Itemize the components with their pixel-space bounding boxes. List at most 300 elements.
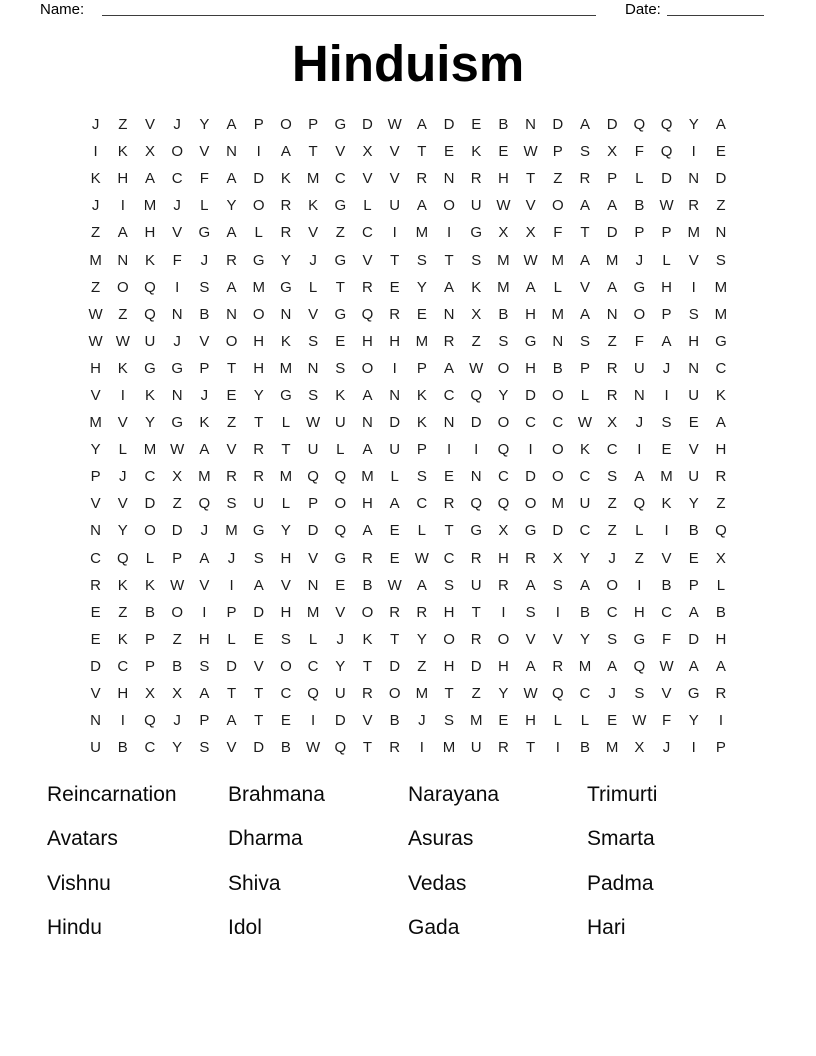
- grid-letter-r12-c24: A: [715, 414, 726, 432]
- grid-letter-r19-c21: H: [633, 603, 645, 621]
- grid-letter-r2-c21: F: [634, 143, 644, 161]
- grid-letter-r12-c1: M: [89, 414, 102, 432]
- grid-letter-r12-c15: D: [470, 414, 482, 432]
- grid-letter-r23-c11: V: [362, 712, 373, 730]
- grid-letter-r14-c12: L: [390, 468, 399, 486]
- grid-letter-r6-c19: A: [579, 251, 590, 269]
- grid-letter-r17-c2: Q: [116, 549, 129, 567]
- grid-letter-r1-c9: P: [308, 116, 319, 134]
- grid-letter-r21-c3: P: [144, 657, 155, 675]
- grid-letter-r24-c19: B: [579, 739, 590, 757]
- grid-letter-r5-c13: M: [415, 224, 429, 242]
- grid-letter-r1-c20: D: [606, 116, 618, 134]
- grid-letter-r6-c18: M: [551, 251, 565, 269]
- grid-letter-r11-c18: O: [551, 386, 564, 404]
- grid-letter-r2-c4: O: [171, 143, 183, 161]
- grid-letter-r8-c14: N: [443, 305, 455, 323]
- grid-letter-r14-c16: C: [497, 468, 509, 486]
- grid-letter-r8-c9: V: [308, 305, 319, 323]
- word-list-item-avatars: Avatars: [47, 827, 118, 851]
- grid-letter-r17-c20: J: [608, 549, 616, 567]
- grid-letter-r20-c23: D: [688, 630, 700, 648]
- grid-letter-r22-c7: T: [254, 685, 264, 703]
- grid-letter-r15-c10: O: [334, 495, 347, 513]
- grid-letter-r10-c7: H: [253, 359, 265, 377]
- grid-letter-r17-c5: A: [199, 549, 210, 567]
- grid-letter-r14-c15: N: [470, 468, 482, 486]
- grid-letter-r22-c15: Z: [471, 685, 481, 703]
- grid-letter-r24-c4: Y: [172, 739, 183, 757]
- grid-letter-r24-c16: R: [497, 739, 509, 757]
- grid-letter-r15-c4: Z: [172, 495, 182, 513]
- grid-letter-r23-c17: H: [525, 712, 537, 730]
- grid-letter-r7-c5: S: [199, 278, 210, 296]
- grid-letter-r12-c23: E: [688, 414, 699, 432]
- grid-letter-r11-c15: Q: [470, 386, 483, 404]
- grid-letter-r3-c15: R: [470, 170, 482, 188]
- grid-letter-r22-c5: A: [199, 685, 210, 703]
- grid-letter-r5-c19: T: [580, 224, 590, 242]
- grid-letter-r20-c8: S: [280, 630, 291, 648]
- grid-letter-r8-c7: O: [252, 305, 265, 323]
- grid-letter-r21-c12: D: [389, 657, 401, 675]
- grid-letter-r24-c12: R: [389, 739, 401, 757]
- grid-letter-r19-c6: P: [226, 603, 237, 621]
- date-blank-line[interactable]: [667, 0, 764, 16]
- grid-letter-r11-c9: S: [308, 386, 319, 404]
- grid-letter-r16-c18: D: [552, 522, 564, 540]
- grid-letter-r10-c17: H: [525, 359, 537, 377]
- grid-letter-r7-c18: L: [553, 278, 562, 296]
- word-list-item-reincarnation: Reincarnation: [47, 783, 177, 806]
- grid-letter-r11-c6: E: [226, 386, 237, 404]
- grid-letter-r11-c20: R: [606, 386, 618, 404]
- grid-letter-r11-c1: V: [90, 386, 101, 404]
- grid-letter-r3-c13: R: [416, 170, 428, 188]
- grid-letter-r9-c21: F: [634, 332, 644, 350]
- grid-letter-r1-c4: J: [173, 116, 181, 134]
- grid-letter-r13-c15: I: [474, 441, 479, 459]
- grid-letter-r23-c5: P: [199, 712, 210, 730]
- grid-letter-r10-c13: P: [416, 359, 427, 377]
- grid-letter-r19-c4: O: [171, 603, 183, 621]
- grid-letter-r4-c5: L: [200, 197, 209, 215]
- grid-letter-r19-c19: B: [579, 603, 590, 621]
- grid-letter-r7-c4: I: [175, 278, 180, 296]
- grid-letter-r7-c8: G: [280, 278, 292, 296]
- grid-letter-r18-c12: W: [387, 576, 402, 594]
- grid-letter-r15-c23: Y: [688, 495, 699, 513]
- grid-letter-r22-c14: T: [444, 685, 454, 703]
- grid-letter-r4-c14: O: [443, 197, 455, 215]
- grid-letter-r24-c18: I: [555, 739, 560, 757]
- grid-letter-r14-c19: C: [579, 468, 591, 486]
- word-list-item-vedas: Vedas: [408, 871, 467, 895]
- grid-letter-r13-c10: L: [336, 441, 345, 459]
- grid-letter-r14-c3: C: [144, 468, 156, 486]
- grid-letter-r15-c18: M: [551, 495, 565, 513]
- grid-letter-r4-c6: Y: [226, 197, 237, 215]
- grid-letter-r15-c6: S: [226, 495, 237, 513]
- grid-letter-r16-c1: N: [90, 522, 102, 540]
- grid-letter-r7-c20: A: [607, 278, 618, 296]
- grid-letter-r13-c17: I: [528, 441, 533, 459]
- grid-letter-r8-c13: E: [416, 305, 427, 323]
- name-label: Name:: [40, 1, 85, 18]
- grid-letter-r20-c10: J: [336, 630, 345, 648]
- word-list-item-padma: Padma: [587, 871, 654, 895]
- grid-letter-r5-c17: X: [525, 224, 536, 242]
- grid-letter-r5-c2: A: [117, 224, 128, 242]
- grid-letter-r23-c3: Q: [144, 712, 156, 730]
- grid-letter-r10-c19: P: [579, 359, 590, 377]
- grid-letter-r21-c8: O: [280, 657, 292, 675]
- grid-letter-r20-c15: R: [470, 630, 482, 648]
- grid-letter-r23-c16: E: [498, 712, 509, 730]
- grid-letter-r7-c23: I: [691, 278, 696, 296]
- grid-letter-r12-c5: K: [199, 414, 210, 432]
- grid-letter-r17-c23: E: [688, 549, 699, 567]
- grid-letter-r7-c7: M: [252, 278, 265, 296]
- grid-letter-r11-c4: N: [171, 386, 183, 404]
- grid-letter-r13-c16: Q: [497, 441, 510, 459]
- grid-letter-r18-c17: A: [525, 576, 536, 594]
- grid-letter-r2-c16: E: [498, 143, 509, 161]
- grid-letter-r24-c9: W: [306, 739, 321, 757]
- grid-letter-r8-c16: B: [498, 305, 509, 323]
- grid-letter-r7-c12: E: [389, 278, 400, 296]
- grid-letter-r22-c21: S: [634, 685, 645, 703]
- grid-letter-r13-c9: U: [307, 441, 319, 459]
- grid-letter-r3-c24: D: [715, 170, 727, 188]
- grid-letter-r4-c12: U: [389, 197, 401, 215]
- grid-letter-r6-c12: T: [390, 251, 400, 269]
- grid-letter-r9-c1: W: [88, 332, 103, 350]
- grid-letter-r12-c18: C: [552, 414, 564, 432]
- grid-letter-r24-c3: C: [144, 739, 156, 757]
- grid-letter-r16-c21: L: [635, 522, 644, 540]
- grid-letter-r24-c22: J: [662, 739, 671, 757]
- grid-letter-r19-c7: D: [253, 603, 265, 621]
- grid-letter-r24-c13: I: [419, 739, 424, 757]
- grid-letter-r18-c8: V: [280, 576, 291, 594]
- grid-letter-r13-c18: O: [551, 441, 564, 459]
- grid-letter-r7-c24: M: [714, 278, 728, 296]
- grid-letter-r22-c6: T: [226, 685, 237, 703]
- grid-letter-r15-c9: P: [308, 495, 319, 513]
- grid-letter-r13-c8: T: [281, 441, 291, 459]
- grid-letter-r12-c10: U: [334, 414, 346, 432]
- grid-letter-r16-c24: Q: [715, 522, 727, 540]
- grid-letter-r15-c11: H: [362, 495, 373, 513]
- grid-letter-r16-c20: Z: [607, 522, 617, 540]
- grid-letter-r16-c3: O: [144, 522, 156, 540]
- grid-letter-r15-c12: A: [389, 495, 400, 513]
- grid-letter-r6-c4: F: [172, 251, 182, 269]
- grid-letter-r5-c16: X: [498, 224, 509, 242]
- grid-letter-r4-c1: J: [91, 197, 100, 215]
- grid-letter-r6-c10: G: [334, 251, 347, 269]
- grid-letter-r4-c10: G: [334, 197, 347, 215]
- grid-letter-r2-c13: T: [417, 143, 427, 161]
- grid-letter-r20-c5: H: [198, 630, 210, 648]
- grid-letter-r17-c4: P: [172, 549, 183, 567]
- grid-letter-r22-c1: V: [90, 685, 101, 703]
- grid-letter-r23-c14: S: [444, 712, 455, 730]
- grid-letter-r23-c2: I: [120, 712, 125, 730]
- grid-letter-r10-c8: M: [279, 359, 293, 377]
- grid-letter-r10-c18: B: [552, 359, 563, 377]
- word-search-letter-grid: [82, 111, 735, 761]
- grid-letter-r17-c18: X: [552, 549, 563, 567]
- grid-letter-r17-c11: R: [362, 549, 373, 567]
- grid-letter-r5-c20: D: [606, 224, 618, 242]
- grid-letter-r14-c18: O: [551, 468, 564, 486]
- grid-letter-r14-c8: M: [279, 468, 293, 486]
- grid-letter-r10-c14: A: [444, 359, 455, 377]
- grid-letter-r6-c7: G: [252, 251, 265, 269]
- grid-letter-r21-c19: M: [578, 657, 592, 675]
- grid-letter-r19-c22: C: [661, 603, 672, 621]
- grid-letter-r20-c14: O: [443, 630, 455, 648]
- grid-letter-r10-c24: C: [715, 359, 727, 377]
- grid-letter-r5-c7: L: [254, 224, 263, 242]
- grid-letter-r23-c21: W: [632, 712, 647, 730]
- grid-letter-r13-c5: A: [199, 441, 210, 459]
- grid-letter-r21-c11: T: [362, 657, 373, 675]
- grid-letter-r4-c17: V: [525, 197, 536, 215]
- grid-letter-r22-c11: R: [362, 685, 373, 703]
- grid-letter-r4-c15: U: [470, 197, 482, 215]
- grid-letter-r19-c20: C: [606, 603, 618, 621]
- grid-letter-r22-c23: G: [687, 685, 700, 703]
- grid-letter-r3-c3: A: [144, 170, 155, 188]
- grid-letter-r1-c3: V: [144, 116, 155, 134]
- grid-letter-r18-c5: V: [199, 576, 210, 594]
- grid-letter-r19-c15: T: [471, 603, 481, 621]
- grid-letter-r22-c19: C: [579, 685, 591, 703]
- grid-letter-r19-c10: V: [335, 603, 346, 621]
- grid-letter-r19-c2: Z: [118, 603, 128, 621]
- grid-letter-r14-c21: A: [634, 468, 645, 486]
- grid-letter-r14-c6: R: [226, 468, 237, 486]
- grid-letter-r9-c14: R: [443, 332, 455, 350]
- grid-letter-r21-c4: B: [172, 657, 183, 675]
- grid-letter-r14-c14: E: [444, 468, 455, 486]
- grid-letter-r14-c17: D: [525, 468, 537, 486]
- grid-letter-r9-c12: H: [389, 332, 401, 350]
- grid-letter-r22-c18: Q: [551, 685, 564, 703]
- grid-letter-r17-c24: X: [715, 549, 726, 567]
- grid-letter-r5-c24: N: [715, 224, 727, 242]
- grid-letter-r2-c12: V: [389, 143, 400, 161]
- grid-letter-r5-c4: V: [172, 224, 183, 242]
- grid-letter-r8-c5: B: [199, 305, 210, 323]
- grid-letter-r1-c18: D: [552, 116, 564, 134]
- grid-letter-r24-c8: B: [280, 739, 291, 757]
- grid-letter-r2-c23: I: [691, 143, 696, 161]
- grid-letter-r3-c21: L: [635, 170, 644, 188]
- grid-letter-r20-c19: Y: [579, 630, 590, 648]
- grid-letter-r1-c1: J: [91, 116, 100, 134]
- grid-letter-r13-c12: U: [389, 441, 401, 459]
- grid-letter-r6-c6: R: [226, 251, 237, 269]
- grid-letter-r12-c7: T: [254, 414, 264, 432]
- grid-letter-r18-c15: U: [470, 576, 482, 594]
- grid-letter-r22-c16: Y: [498, 685, 509, 703]
- grid-letter-r18-c2: K: [117, 576, 128, 594]
- grid-letter-r19-c1: E: [90, 603, 101, 621]
- grid-letter-r12-c22: S: [661, 414, 672, 432]
- grid-letter-r8-c2: Z: [118, 305, 128, 323]
- grid-letter-r8-c19: A: [579, 305, 590, 323]
- grid-letter-r12-c19: W: [577, 414, 593, 432]
- grid-letter-r8-c18: M: [551, 305, 565, 323]
- grid-letter-r19-c13: R: [416, 603, 428, 621]
- grid-letter-r6-c9: J: [309, 251, 317, 269]
- grid-letter-r13-c23: V: [688, 441, 699, 459]
- grid-letter-r13-c2: L: [118, 441, 127, 459]
- grid-letter-r3-c4: C: [171, 170, 183, 188]
- grid-letter-r9-c13: M: [415, 332, 429, 350]
- grid-letter-r8-c22: P: [661, 305, 672, 323]
- grid-letter-r4-c9: K: [308, 197, 319, 215]
- grid-letter-r19-c12: R: [389, 603, 401, 621]
- grid-letter-r13-c13: P: [416, 441, 427, 459]
- grid-letter-r22-c9: Q: [307, 685, 319, 703]
- grid-letter-r18-c24: L: [716, 576, 726, 594]
- grid-letter-r11-c21: N: [633, 386, 645, 404]
- grid-letter-r5-c8: R: [280, 224, 292, 242]
- word-list: [47, 773, 747, 951]
- grid-letter-r6-c14: T: [444, 251, 454, 269]
- grid-letter-r14-c20: S: [607, 468, 618, 486]
- grid-letter-r3-c2: H: [117, 170, 129, 188]
- grid-letter-r5-c9: V: [308, 224, 319, 242]
- grid-letter-r1-c17: N: [525, 116, 537, 134]
- grid-letter-r5-c6: A: [226, 224, 237, 242]
- grid-letter-r23-c22: F: [661, 712, 672, 730]
- grid-letter-r17-c7: S: [253, 549, 264, 567]
- word-list-item-trimurti: Trimurti: [587, 783, 658, 806]
- grid-letter-r22-c24: R: [715, 685, 727, 703]
- grid-letter-r7-c3: Q: [144, 278, 156, 296]
- grid-letter-r10-c2: K: [117, 359, 128, 377]
- grid-letter-r3-c9: M: [306, 170, 320, 188]
- grid-letter-r22-c22: V: [661, 685, 672, 703]
- grid-letter-r6-c3: K: [144, 251, 155, 269]
- grid-letter-r2-c10: V: [335, 143, 346, 161]
- grid-letter-r14-c22: M: [660, 468, 673, 486]
- grid-letter-r3-c7: D: [253, 170, 265, 188]
- grid-letter-r11-c23: U: [688, 386, 700, 404]
- grid-letter-r3-c14: N: [443, 170, 455, 188]
- grid-letter-r9-c22: A: [661, 332, 672, 350]
- grid-letter-r7-c15: K: [471, 278, 482, 296]
- grid-letter-r20-c2: K: [117, 630, 128, 648]
- grid-letter-r6-c15: S: [471, 251, 482, 269]
- grid-letter-r3-c10: C: [334, 170, 346, 188]
- grid-letter-r9-c20: Z: [607, 332, 617, 350]
- grid-letter-r4-c7: O: [252, 197, 265, 215]
- grid-letter-r9-c18: N: [552, 332, 564, 350]
- grid-letter-r12-c4: G: [171, 414, 183, 432]
- grid-letter-r4-c21: B: [634, 197, 645, 215]
- grid-letter-r17-c8: H: [280, 549, 292, 567]
- grid-letter-r5-c15: G: [470, 224, 483, 242]
- grid-letter-r14-c2: J: [119, 468, 127, 486]
- grid-letter-r5-c18: F: [553, 224, 563, 242]
- grid-letter-r6-c23: V: [688, 251, 699, 269]
- grid-letter-r2-c9: T: [308, 143, 318, 161]
- grid-letter-r20-c17: V: [525, 630, 536, 648]
- grid-letter-r16-c16: X: [498, 522, 509, 540]
- grid-letter-r12-c14: N: [443, 414, 455, 432]
- grid-letter-r1-c19: A: [579, 116, 590, 134]
- grid-letter-r22-c4: X: [172, 685, 183, 703]
- grid-letter-r4-c19: A: [579, 197, 590, 215]
- grid-letter-r24-c10: Q: [334, 739, 347, 757]
- grid-letter-r18-c6: I: [229, 576, 234, 594]
- grid-letter-r5-c11: C: [362, 224, 373, 242]
- grid-letter-r15-c15: Q: [470, 495, 483, 513]
- grid-letter-r21-c1: D: [90, 657, 102, 675]
- grid-letter-r6-c24: S: [715, 251, 726, 269]
- grid-letter-r14-c23: U: [688, 468, 700, 486]
- grid-letter-r22-c8: C: [280, 685, 292, 703]
- grid-letter-r19-c8: H: [280, 603, 292, 621]
- grid-letter-r14-c10: Q: [334, 468, 347, 486]
- grid-letter-r8-c17: H: [525, 305, 537, 323]
- grid-letter-r8-c6: N: [226, 305, 237, 323]
- grid-letter-r10-c6: T: [226, 359, 237, 377]
- grid-letter-r5-c10: Z: [335, 224, 345, 242]
- grid-letter-r12-c11: N: [362, 414, 373, 432]
- grid-letter-r19-c18: I: [555, 603, 560, 621]
- grid-letter-r24-c11: T: [362, 739, 373, 757]
- grid-letter-r23-c9: I: [311, 712, 316, 730]
- date-label: Date:: [625, 1, 661, 18]
- grid-letter-r15-c20: Z: [607, 495, 617, 513]
- grid-letter-r12-c9: W: [306, 414, 321, 432]
- grid-letter-r20-c1: E: [90, 630, 101, 648]
- grid-letter-r9-c8: K: [280, 332, 291, 350]
- grid-letter-r23-c18: L: [553, 712, 562, 730]
- grid-letter-r20-c3: P: [144, 630, 155, 648]
- grid-letter-r18-c21: I: [637, 576, 642, 594]
- grid-letter-r24-c6: V: [226, 739, 237, 757]
- grid-letter-r9-c5: V: [199, 332, 210, 350]
- grid-letter-r10-c11: O: [361, 359, 374, 377]
- grid-letter-r19-c17: S: [525, 603, 536, 621]
- grid-letter-r13-c14: I: [446, 441, 452, 459]
- grid-letter-r18-c10: E: [335, 576, 346, 594]
- grid-letter-r13-c4: W: [170, 441, 185, 459]
- grid-letter-r20-c7: E: [253, 630, 264, 648]
- grid-letter-r9-c16: S: [498, 332, 509, 350]
- grid-letter-r10-c1: H: [90, 359, 102, 377]
- grid-letter-r3-c11: V: [362, 170, 373, 188]
- grid-letter-r19-c14: H: [443, 603, 455, 621]
- grid-letter-r15-c13: C: [416, 495, 428, 513]
- grid-letter-r9-c3: U: [144, 332, 156, 350]
- grid-letter-r7-c2: O: [116, 278, 129, 296]
- grid-letter-r16-c4: D: [171, 522, 183, 540]
- grid-letter-r23-c15: M: [469, 712, 483, 730]
- grid-letter-r20-c20: S: [607, 630, 618, 648]
- name-blank-line[interactable]: [102, 0, 596, 16]
- grid-letter-r4-c16: W: [496, 197, 511, 215]
